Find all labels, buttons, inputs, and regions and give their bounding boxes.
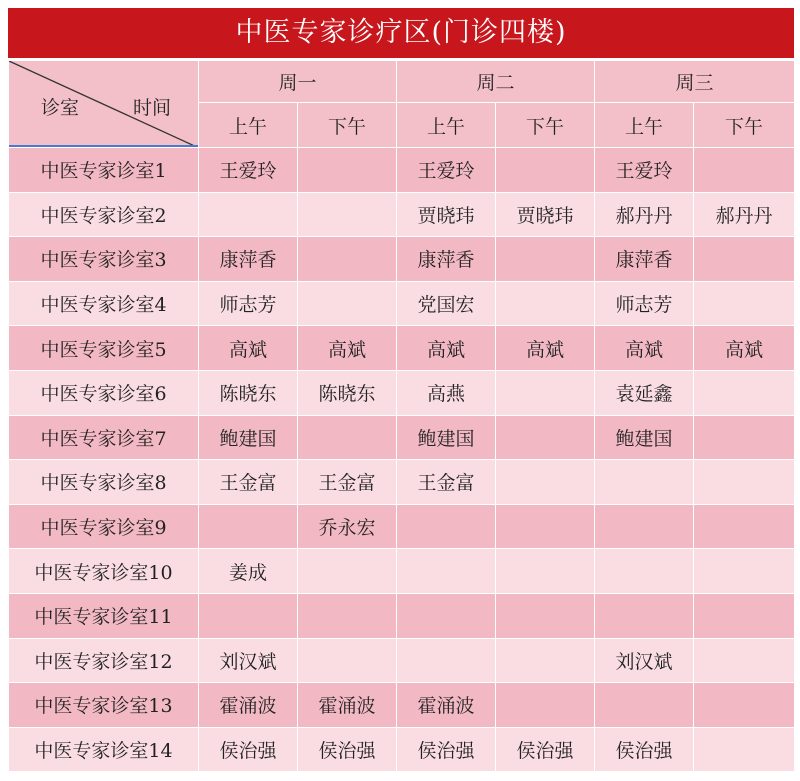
doctor-cell (595, 504, 694, 549)
room-name-cell: 中医专家诊室13 (9, 683, 199, 728)
doctor-cell: 贾晓玮 (397, 192, 496, 237)
table-row (9, 638, 795, 683)
doctor-cell (199, 192, 298, 237)
room-name-cell: 中医专家诊室10 (9, 549, 199, 594)
doctor-cell: 王爱玲 (595, 148, 694, 193)
doctor-cell: 鲍建国 (595, 415, 694, 460)
doctor-cell: 刘汉斌 (199, 638, 298, 683)
doctor-cell: 师志芳 (199, 281, 298, 326)
doctor-cell: 侯治强 (496, 727, 595, 772)
doctor-cell: 王爱玲 (397, 148, 496, 193)
room-name-cell: 中医专家诊室5 (9, 326, 199, 371)
doctor-cell (694, 415, 795, 460)
day-header-tue: 周二 (397, 61, 595, 103)
doctor-cell: 霍涌波 (298, 683, 397, 728)
period-header-pm: 下午 (496, 103, 595, 148)
doctor-cell (694, 504, 795, 549)
table-row (9, 370, 795, 415)
doctor-cell (199, 593, 298, 638)
doctor-cell: 乔永宏 (298, 504, 397, 549)
period-header-pm: 下午 (298, 103, 397, 148)
doctor-cell: 陈晓东 (199, 370, 298, 415)
doctor-cell (496, 415, 595, 460)
table-row (9, 326, 795, 371)
corner-header-cell (9, 61, 199, 148)
day-header-wed: 周三 (595, 61, 795, 103)
room-name-cell: 中医专家诊室7 (9, 415, 199, 460)
doctor-cell: 高斌 (199, 326, 298, 371)
room-axis-label: 诊室 (41, 97, 80, 119)
doctor-cell (694, 683, 795, 728)
doctor-cell (397, 549, 496, 594)
room-name-cell: 中医专家诊室12 (9, 638, 199, 683)
doctor-cell: 高燕 (397, 370, 496, 415)
doctor-cell (397, 504, 496, 549)
doctor-cell (694, 549, 795, 594)
doctor-cell (298, 281, 397, 326)
doctor-cell (496, 638, 595, 683)
doctor-cell: 郝丹丹 (694, 192, 795, 237)
doctor-cell: 陈晓东 (298, 370, 397, 415)
doctor-cell: 侯治强 (397, 727, 496, 772)
doctor-cell: 郝丹丹 (595, 192, 694, 237)
doctor-cell (694, 370, 795, 415)
doctor-cell (595, 549, 694, 594)
room-name-cell: 中医专家诊室3 (9, 237, 199, 282)
doctor-cell: 高斌 (397, 326, 496, 371)
doctor-cell (298, 148, 397, 193)
period-header-am: 上午 (397, 103, 496, 148)
room-name-cell: 中医专家诊室11 (9, 593, 199, 638)
table-row (9, 727, 795, 772)
table-row (9, 593, 795, 638)
doctor-cell (298, 638, 397, 683)
doctor-cell: 党国宏 (397, 281, 496, 326)
doctor-cell (397, 638, 496, 683)
doctor-cell: 王金富 (298, 460, 397, 505)
doctor-cell: 侯治强 (199, 727, 298, 772)
room-name-cell: 中医专家诊室9 (9, 504, 199, 549)
doctor-cell: 侯治强 (298, 727, 397, 772)
doctor-cell (694, 727, 795, 772)
doctor-cell: 康萍香 (595, 237, 694, 282)
doctor-cell (397, 593, 496, 638)
doctor-cell (496, 549, 595, 594)
doctor-cell (694, 460, 795, 505)
doctor-cell: 鲍建国 (199, 415, 298, 460)
room-name-cell: 中医专家诊室1 (9, 148, 199, 193)
doctor-cell (496, 237, 595, 282)
doctor-cell (199, 504, 298, 549)
doctor-cell: 高斌 (694, 326, 795, 371)
doctor-cell (298, 192, 397, 237)
table-row (9, 281, 795, 326)
doctor-cell: 高斌 (595, 326, 694, 371)
schedule-container (8, 8, 794, 772)
table-row (9, 192, 795, 237)
period-header-pm: 下午 (694, 103, 795, 148)
doctor-cell (694, 237, 795, 282)
table-row (9, 504, 795, 549)
doctor-cell: 康萍香 (397, 237, 496, 282)
doctor-cell (694, 281, 795, 326)
schedule-table (8, 60, 795, 772)
doctor-cell: 鲍建国 (397, 415, 496, 460)
doctor-cell: 霍涌波 (397, 683, 496, 728)
doctor-cell (595, 593, 694, 638)
doctor-cell: 高斌 (298, 326, 397, 371)
doctor-cell: 高斌 (496, 326, 595, 371)
doctor-cell: 袁延鑫 (595, 370, 694, 415)
doctor-cell (694, 593, 795, 638)
table-row (9, 549, 795, 594)
doctor-cell (496, 460, 595, 505)
doctor-cell: 王金富 (199, 460, 298, 505)
doctor-cell: 师志芳 (595, 281, 694, 326)
room-name-cell: 中医专家诊室14 (9, 727, 199, 772)
room-name-cell: 中医专家诊室8 (9, 460, 199, 505)
doctor-cell (595, 460, 694, 505)
schedule-body (9, 148, 795, 772)
doctor-cell (298, 549, 397, 594)
table-row (9, 460, 795, 505)
doctor-cell (496, 281, 595, 326)
doctor-cell: 刘汉斌 (595, 638, 694, 683)
doctor-cell (496, 593, 595, 638)
doctor-cell (496, 504, 595, 549)
doctor-cell: 王爱玲 (199, 148, 298, 193)
doctor-cell: 王金富 (397, 460, 496, 505)
period-header-am: 上午 (595, 103, 694, 148)
doctor-cell (298, 593, 397, 638)
doctor-cell: 康萍香 (199, 237, 298, 282)
doctor-cell: 贾晓玮 (496, 192, 595, 237)
room-name-cell: 中医专家诊室2 (9, 192, 199, 237)
corner-underline (9, 145, 199, 147)
room-name-cell: 中医专家诊室4 (9, 281, 199, 326)
doctor-cell: 侯治强 (595, 727, 694, 772)
room-name-cell: 中医专家诊室6 (9, 370, 199, 415)
day-header-row (9, 61, 795, 103)
doctor-cell (694, 638, 795, 683)
day-header-mon: 周一 (199, 61, 397, 103)
doctor-cell (298, 415, 397, 460)
doctor-cell (694, 148, 795, 193)
table-row (9, 415, 795, 460)
doctor-cell (496, 148, 595, 193)
doctor-cell (496, 683, 595, 728)
period-header-am: 上午 (199, 103, 298, 148)
table-row (9, 683, 795, 728)
doctor-cell: 姜成 (199, 549, 298, 594)
doctor-cell (496, 370, 595, 415)
time-axis-label: 时间 (133, 97, 172, 119)
table-row (9, 148, 795, 193)
doctor-cell (298, 237, 397, 282)
table-row (9, 237, 795, 282)
page-title: 中医专家诊疗区(门诊四楼) (8, 8, 794, 60)
doctor-cell (595, 683, 694, 728)
doctor-cell: 霍涌波 (199, 683, 298, 728)
